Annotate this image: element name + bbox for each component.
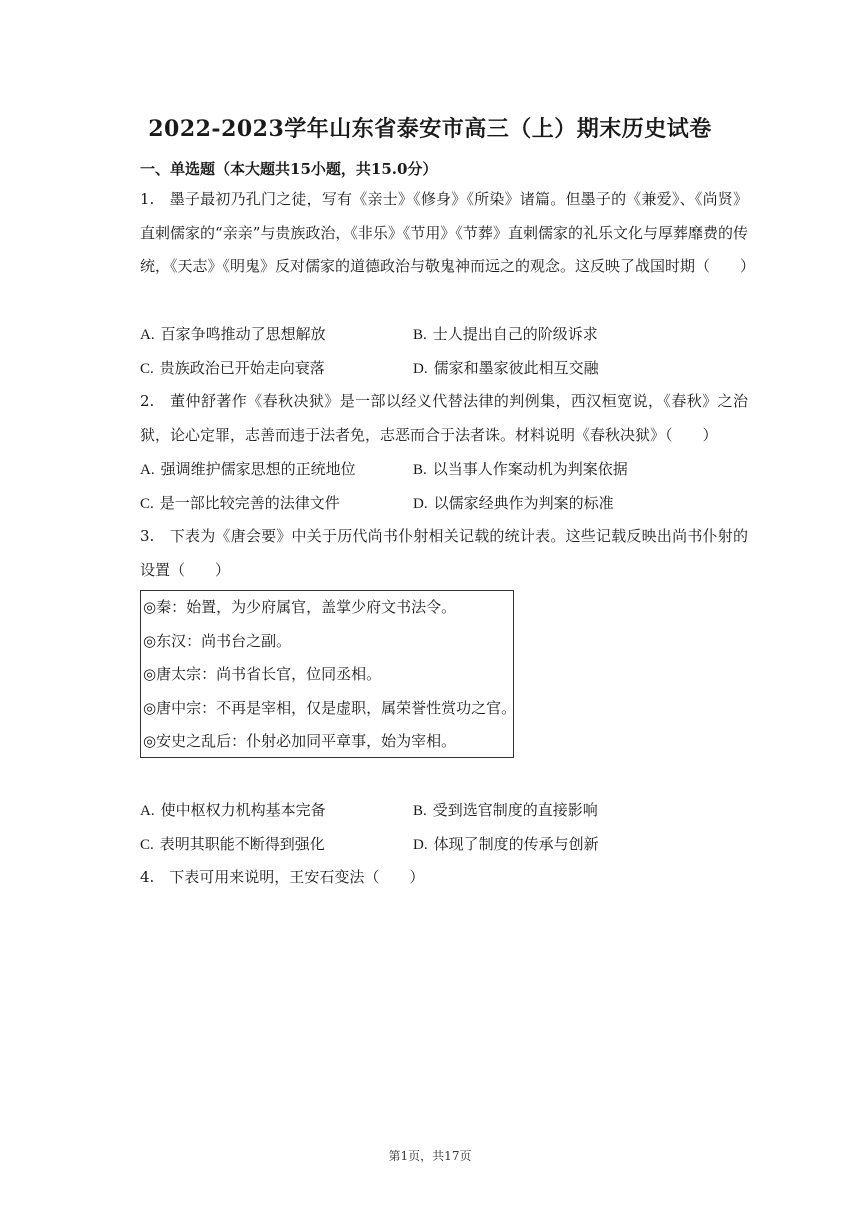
question-2-option-c[interactable]	[140, 492, 340, 513]
question-3-option-a[interactable]	[140, 799, 326, 820]
question-3-option-b[interactable]	[413, 799, 598, 820]
option-letter: C.	[140, 496, 154, 512]
question-2-option-d[interactable]	[413, 492, 614, 513]
option-text: 以儒家经典作为判案的标准	[433, 494, 614, 512]
option-letter: D.	[413, 496, 428, 512]
question-2-options-row-2	[140, 492, 748, 516]
option-letter: C.	[140, 361, 154, 377]
question-1-stem: 1. 墨子最初乃孔门之徒，写有《亲士》《修身》《所染》诸篇。但墨子的《兼爱》、《尚贤》直刺儒家的“亲亲”与贵族政治，《非乐》《节用》《节葬》直刺儒家的礼乐文化与厚葬靡费的传统，《天志》《明鬼》反对儒家的道德政治与敬鬼神而远之的观念。这反映了战国时期（ ）	[140, 190, 756, 275]
question-1-option-a[interactable]	[140, 323, 326, 344]
question-2-option-b[interactable]	[413, 458, 628, 479]
question-3-stem: 3. 下表为《唐会要》中关于历代尚书仆射相关记载的统计表。这些记载反映出尚书仆射的设置（ ）	[140, 527, 748, 579]
option-text: 体现了制度的传承与创新	[433, 835, 599, 853]
option-letter: A.	[140, 327, 155, 343]
page-footer: 第1页，共17页	[388, 1149, 472, 1163]
table-row: ◎东汉：尚书台之副。	[143, 631, 292, 650]
option-letter: A.	[140, 803, 155, 819]
option-letter: B.	[413, 462, 427, 478]
question-1-option-c[interactable]	[140, 357, 325, 378]
section-heading: 一、单选题（本大题共15小题，共15.0分）	[140, 160, 438, 178]
table-row: ◎唐太宗：尚书省长官，位同丞相。	[143, 665, 382, 683]
table-row: ◎唐中宗：不再是宰相，仅是虚职，属荣誉性赏功之官。	[143, 698, 517, 717]
question-2-options-row-1	[140, 458, 748, 482]
option-text: 受到选官制度的直接影响	[432, 801, 598, 819]
option-text: 使中枢权力机构基本完备	[160, 801, 326, 819]
question-3-option-d[interactable]	[413, 833, 599, 854]
option-text: 儒家和墨家彼此相互交融	[433, 359, 599, 377]
option-letter: D.	[413, 837, 428, 853]
option-text: 百家争鸣推动了思想解放	[160, 325, 326, 343]
option-letter: B.	[413, 803, 427, 819]
question-1-option-d[interactable]	[413, 357, 599, 378]
table-row: ◎秦：始置，为少府属官，盖掌少府文书法令。	[143, 598, 457, 616]
option-text: 贵族政治已开始走向衰落	[159, 359, 325, 377]
question-2-stem: 2. 董仲舒著作《春秋决狱》是一部以经义代替法律的判例集，西汉桓宽说，《春秋》之治狱，论心定罪，志善而违于法者免，志恶而合于法者诛。材料说明《春秋决狱》（ ）	[140, 392, 748, 444]
question-4-stem: 4. 下表可用来说明，王安石变法（ ）	[140, 868, 425, 886]
table-row: ◎安史之乱后：仆射必加同平章事，始为宰相。	[143, 732, 457, 750]
question-3-options-row-1	[140, 799, 748, 823]
question-3-options-row-2	[140, 833, 748, 857]
option-text: 表明其职能不断得到强化	[159, 835, 325, 853]
exam-title: 2022-2023学年山东省泰安市高三（上）期末历史试卷	[148, 116, 712, 142]
question-3-record-table	[140, 590, 517, 758]
option-text: 强调维护儒家思想的正统地位	[160, 460, 356, 478]
option-letter: A.	[140, 462, 155, 478]
option-text: 士人提出自己的阶级诉求	[432, 325, 598, 343]
option-letter: C.	[140, 837, 154, 853]
question-3-option-c[interactable]	[140, 833, 325, 854]
question-2-option-a[interactable]	[140, 458, 356, 479]
question-1-option-b[interactable]	[413, 323, 598, 344]
question-1-options-row-2	[140, 357, 748, 381]
option-text: 是一部比较完善的法律文件	[159, 494, 340, 512]
option-letter: D.	[413, 361, 428, 377]
option-letter: B.	[413, 327, 427, 343]
option-text: 以当事人作案动机为判案依据	[432, 460, 628, 478]
question-1-options-row-1	[140, 323, 748, 347]
